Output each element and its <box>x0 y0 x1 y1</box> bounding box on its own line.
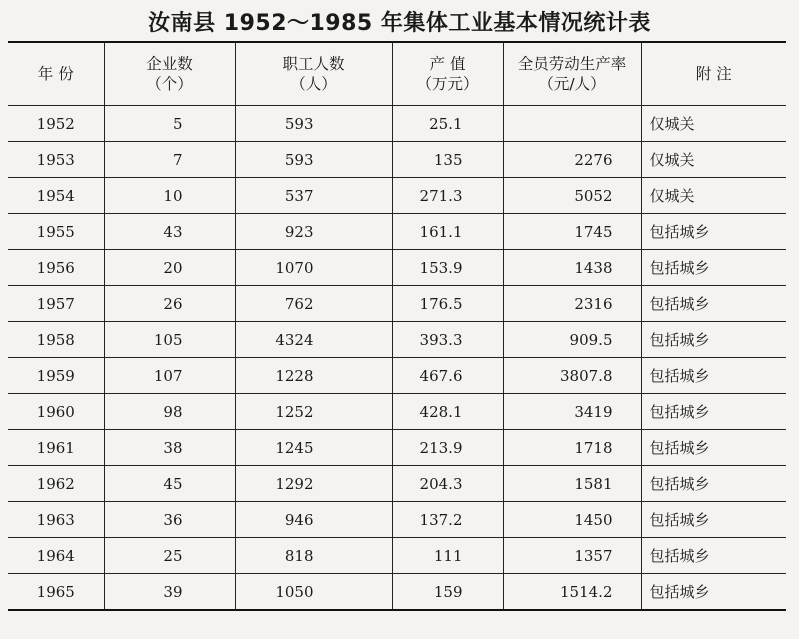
cell-year: 1961 <box>8 430 104 466</box>
cell-output: 153.9 <box>392 250 503 286</box>
cell-enterprises: 7 <box>104 142 235 178</box>
cell-note: 包括城乡 <box>641 538 786 574</box>
column-header-workers: 职工人数 （人） <box>235 42 392 106</box>
cell-output: 161.1 <box>392 214 503 250</box>
column-header-productivity: 全员劳动生产率 （元/人） <box>503 42 641 106</box>
cell-note: 仅城关 <box>641 142 786 178</box>
cell-note: 包括城乡 <box>641 430 786 466</box>
cell-note: 包括城乡 <box>641 286 786 322</box>
cell-workers: 1252 <box>235 394 392 430</box>
cell-enterprises: 38 <box>104 430 235 466</box>
cell-output: 271.3 <box>392 178 503 214</box>
cell-year: 1955 <box>8 214 104 250</box>
cell-year: 1962 <box>8 466 104 502</box>
cell-productivity: 1514.2 <box>503 574 641 611</box>
cell-productivity: 2316 <box>503 286 641 322</box>
cell-note: 包括城乡 <box>641 250 786 286</box>
cell-workers: 946 <box>235 502 392 538</box>
table-row <box>8 106 786 142</box>
cell-enterprises: 45 <box>104 466 235 502</box>
table-row <box>8 430 786 466</box>
cell-note: 包括城乡 <box>641 466 786 502</box>
cell-note: 包括城乡 <box>641 394 786 430</box>
cell-workers: 4324 <box>235 322 392 358</box>
cell-output: 428.1 <box>392 394 503 430</box>
cell-enterprises: 26 <box>104 286 235 322</box>
cell-note: 包括城乡 <box>641 214 786 250</box>
cell-productivity: 1450 <box>503 502 641 538</box>
cell-year: 1965 <box>8 574 104 611</box>
cell-note: 包括城乡 <box>641 502 786 538</box>
page-title: 汝南县 1952～1985 年集体工业基本情况统计表 <box>148 11 651 36</box>
cell-note: 仅城关 <box>641 178 786 214</box>
table-row <box>8 214 786 250</box>
cell-output: 135 <box>392 142 503 178</box>
cell-output: 467.6 <box>392 358 503 394</box>
column-header-note: 附 注 <box>641 42 786 106</box>
cell-enterprises: 5 <box>104 106 235 142</box>
cell-workers: 1050 <box>235 574 392 611</box>
cell-output: 111 <box>392 538 503 574</box>
table-row <box>8 178 786 214</box>
cell-enterprises: 98 <box>104 394 235 430</box>
cell-note: 仅城关 <box>641 106 786 142</box>
cell-output: 204.3 <box>392 466 503 502</box>
cell-productivity: 1438 <box>503 250 641 286</box>
cell-year: 1958 <box>8 322 104 358</box>
cell-output: 137.2 <box>392 502 503 538</box>
table-row <box>8 394 786 430</box>
table-row <box>8 358 786 394</box>
cell-note: 包括城乡 <box>641 322 786 358</box>
cell-enterprises: 25 <box>104 538 235 574</box>
table-row <box>8 538 786 574</box>
cell-year: 1963 <box>8 502 104 538</box>
table-row <box>8 322 786 358</box>
cell-output: 176.5 <box>392 286 503 322</box>
cell-enterprises: 107 <box>104 358 235 394</box>
cell-output: 393.3 <box>392 322 503 358</box>
cell-productivity: 1718 <box>503 430 641 466</box>
statistics-table <box>8 41 786 611</box>
cell-note: 包括城乡 <box>641 574 786 611</box>
cell-productivity: 5052 <box>503 178 641 214</box>
cell-workers: 1292 <box>235 466 392 502</box>
cell-workers: 818 <box>235 538 392 574</box>
cell-productivity: 1745 <box>503 214 641 250</box>
cell-workers: 1228 <box>235 358 392 394</box>
cell-productivity: 1581 <box>503 466 641 502</box>
table-row <box>8 574 786 611</box>
table-row <box>8 142 786 178</box>
cell-year: 1960 <box>8 394 104 430</box>
cell-output: 213.9 <box>392 430 503 466</box>
cell-output: 159 <box>392 574 503 611</box>
cell-productivity: 909.5 <box>503 322 641 358</box>
cell-productivity: 3807.8 <box>503 358 641 394</box>
cell-year: 1964 <box>8 538 104 574</box>
column-header-enterprises: 企业数 （个） <box>104 42 235 106</box>
cell-productivity: 2276 <box>503 142 641 178</box>
table-row <box>8 286 786 322</box>
cell-year: 1956 <box>8 250 104 286</box>
cell-enterprises: 39 <box>104 574 235 611</box>
table-row <box>8 502 786 538</box>
cell-note: 包括城乡 <box>641 358 786 394</box>
cell-workers: 593 <box>235 106 392 142</box>
column-header-year: 年 份 <box>8 42 104 106</box>
cell-enterprises: 105 <box>104 322 235 358</box>
cell-workers: 537 <box>235 178 392 214</box>
cell-year: 1954 <box>8 178 104 214</box>
cell-productivity: 1357 <box>503 538 641 574</box>
cell-enterprises: 36 <box>104 502 235 538</box>
cell-output: 25.1 <box>392 106 503 142</box>
cell-productivity: 3419 <box>503 394 641 430</box>
cell-year: 1953 <box>8 142 104 178</box>
table-row <box>8 250 786 286</box>
table-row <box>8 466 786 502</box>
cell-workers: 923 <box>235 214 392 250</box>
cell-enterprises: 20 <box>104 250 235 286</box>
cell-workers: 593 <box>235 142 392 178</box>
cell-year: 1957 <box>8 286 104 322</box>
cell-year: 1959 <box>8 358 104 394</box>
table-body <box>8 106 786 611</box>
table-header-row <box>8 42 786 106</box>
cell-productivity <box>503 106 641 142</box>
cell-workers: 1245 <box>235 430 392 466</box>
column-header-output: 产 值 （万元） <box>392 42 503 106</box>
cell-enterprises: 43 <box>104 214 235 250</box>
cell-workers: 1070 <box>235 250 392 286</box>
cell-workers: 762 <box>235 286 392 322</box>
cell-enterprises: 10 <box>104 178 235 214</box>
cell-year: 1952 <box>8 106 104 142</box>
